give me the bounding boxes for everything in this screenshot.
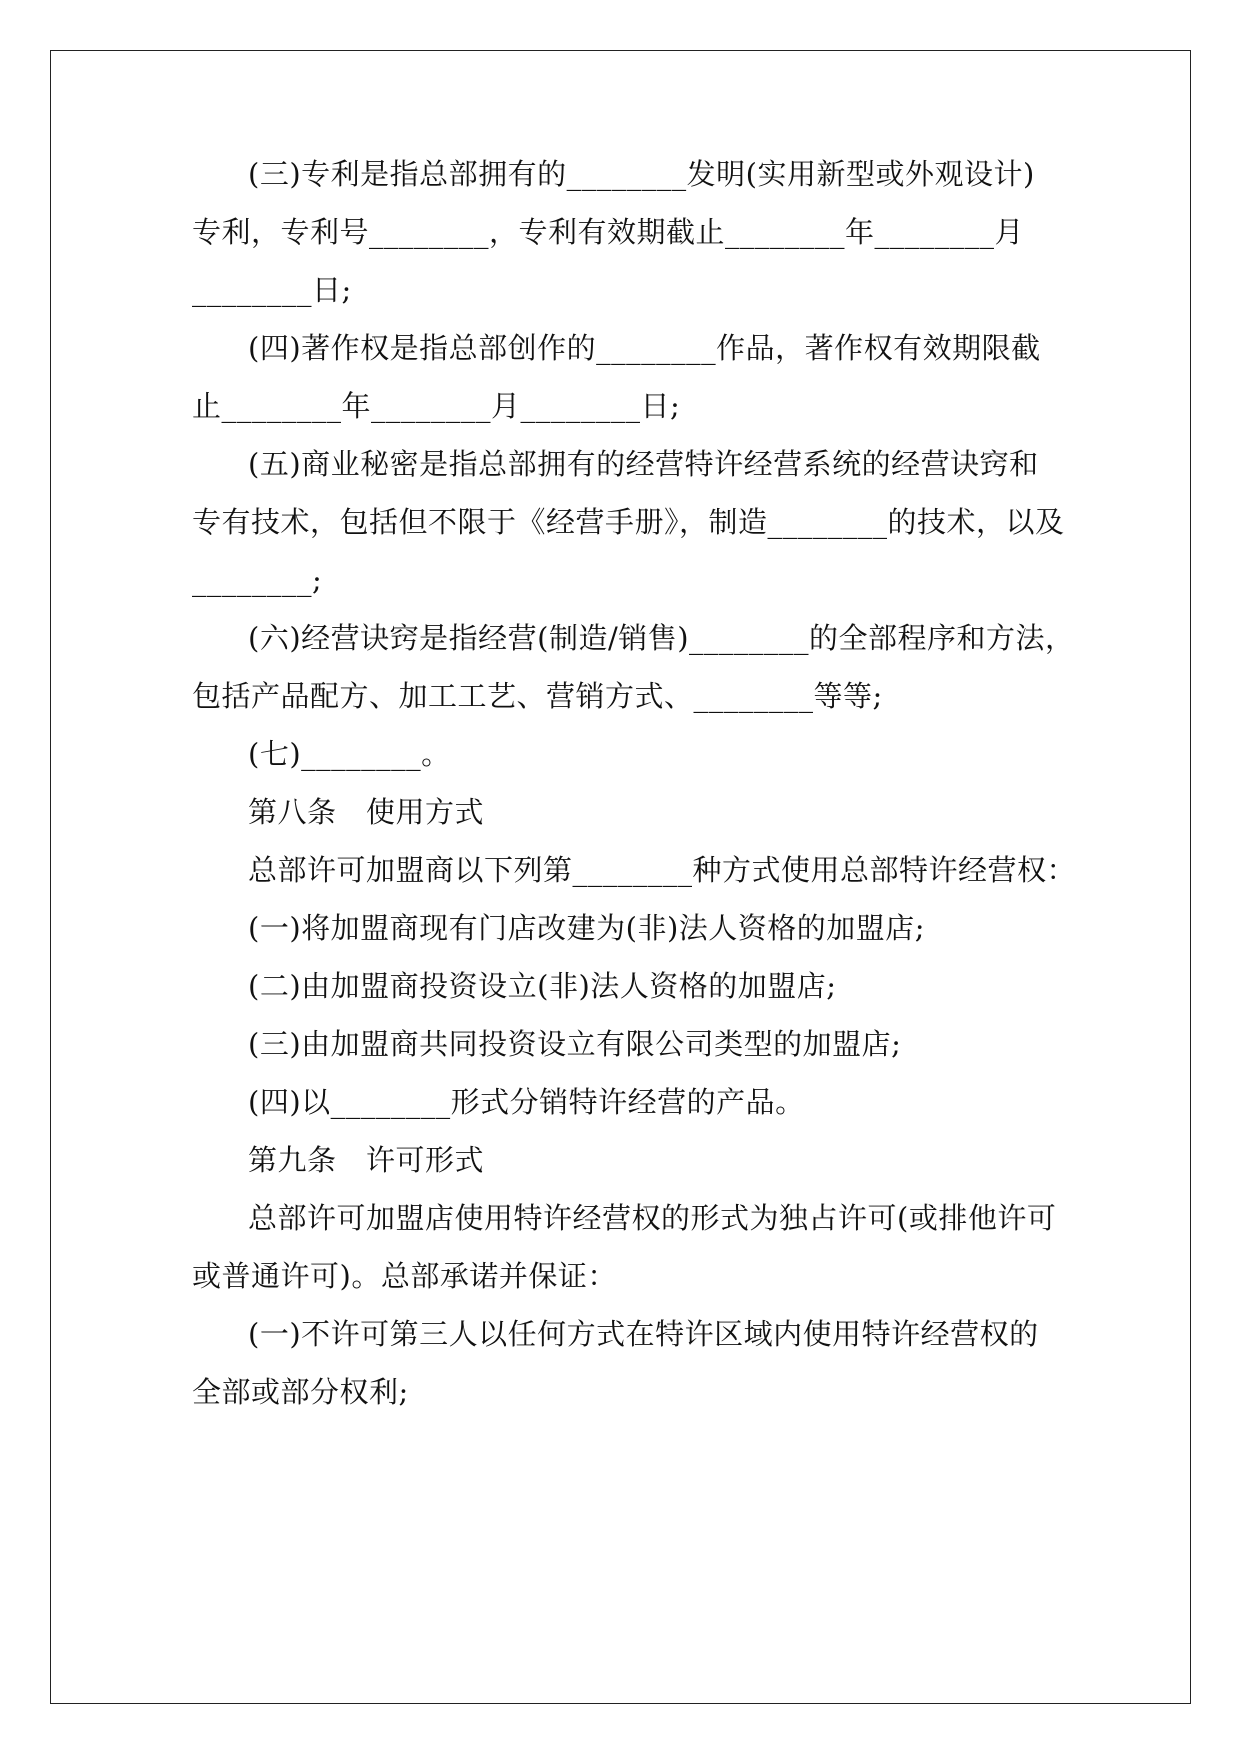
paragraph-line: ________; (192, 563, 323, 597)
paragraph-line: 专利，专利号________，专利有效期截止________年________月 (192, 215, 1025, 249)
paragraph-line: 总部许可加盟商以下列第________种方式使用总部特许经营权： (248, 853, 1077, 887)
paragraph-line: 止________年________月________日; (192, 389, 681, 423)
paragraph-line: (四)著作权是指总部创作的________作品，著作权有效期限截 (248, 331, 1041, 365)
paragraph-line: (三)专利是指总部拥有的________发明(实用新型或外观设计) (248, 157, 1035, 191)
paragraph-line: (一)不许可第三人以任何方式在特许区域内使用特许经营权的 (248, 1317, 1039, 1351)
paragraph-line: (三)由加盟商共同投资设立有限公司类型的加盟店; (248, 1027, 902, 1061)
paragraph-line: 或普通许可)。总部承诺并保证： (192, 1259, 617, 1293)
paragraph-line: (四)以________形式分销特许经营的产品。 (248, 1085, 805, 1119)
section-heading: 第九条 许可形式 (248, 1143, 485, 1177)
section-heading: 第八条 使用方式 (248, 795, 485, 829)
paragraph-line: 总部许可加盟店使用特许经营权的形式为独占许可(或排他许可 (248, 1201, 1057, 1235)
paragraph-line: (二)由加盟商投资设立(非)法人资格的加盟店; (248, 969, 837, 1003)
paragraph-line: 全部或部分权利; (192, 1375, 409, 1409)
paragraph-line: (五)商业秘密是指总部拥有的经营特许经营系统的经营诀窍和 (248, 447, 1039, 481)
paragraph-line: 专有技术，包括但不限于《经营手册》，制造________的技术，以及 (192, 505, 1065, 539)
paragraph-line: (一)将加盟商现有门店改建为(非)法人资格的加盟店; (248, 911, 926, 945)
paragraph-line: (六)经营诀窍是指经营(制造/销售)________的全部程序和方法， (248, 621, 1075, 655)
paragraph-line: 包括产品配方、加工工艺、营销方式、________等等; (192, 679, 883, 713)
paragraph-line: ________日; (192, 273, 352, 307)
paragraph-line: (七)________。 (248, 737, 451, 771)
